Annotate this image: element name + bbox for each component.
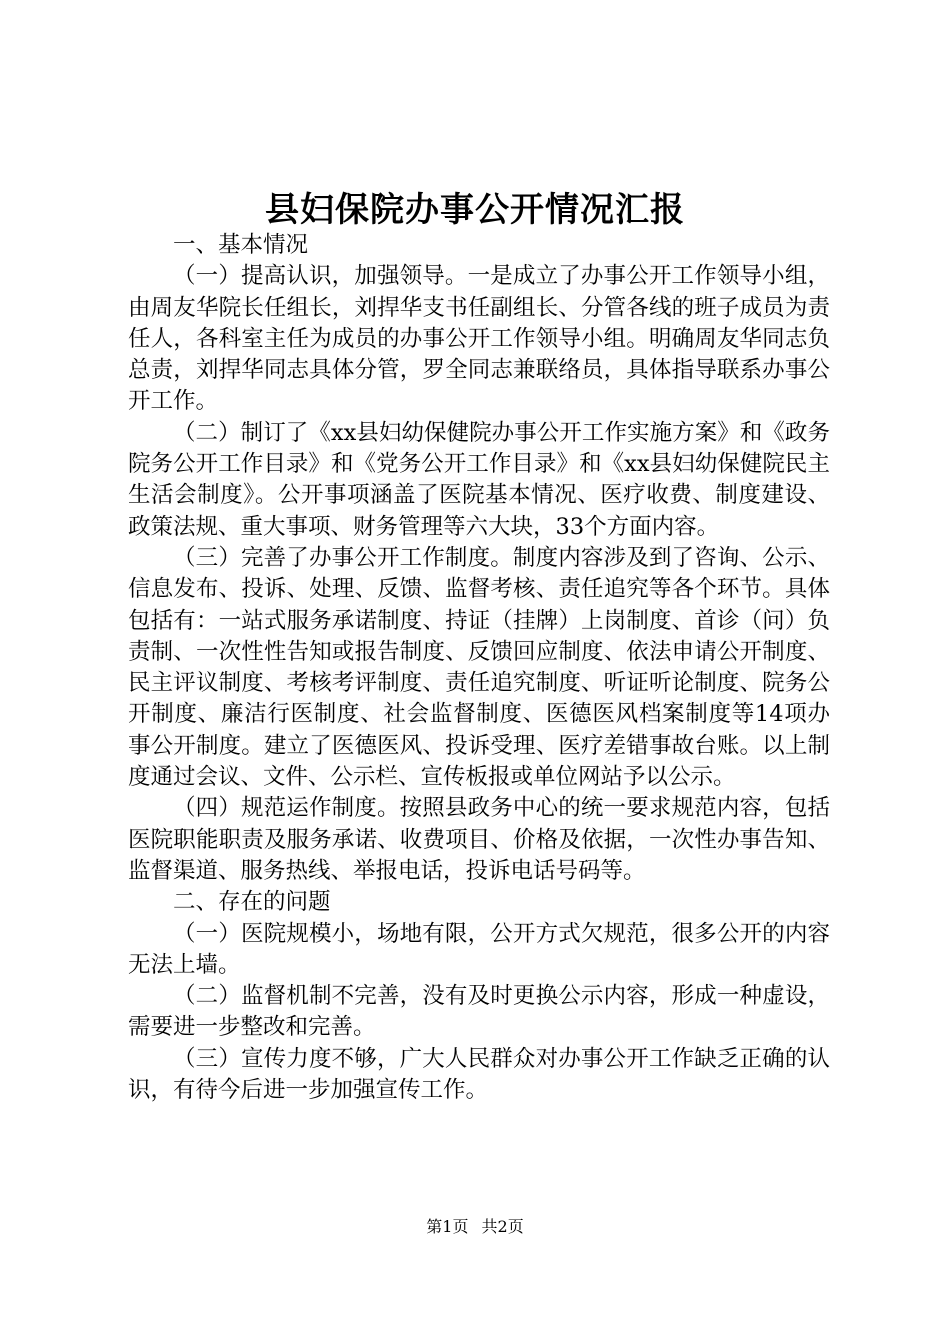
paragraph-problem-1: （一）医院规模小，场地有限，公开方式欠规范，很多公开的内容无法上墙。 (128, 920, 830, 978)
page-total: 共2页 (481, 1217, 524, 1236)
section-heading-basic: 一、基本情况 (173, 232, 309, 258)
paragraph-problem-3: （三）宣传力度不够，广大人民群众对办事公开工作缺乏正确的认识，有待今后进一步加强宣传工作。 (128, 1045, 830, 1104)
document-body (128, 230, 830, 1106)
page-number: 第1页 (426, 1217, 469, 1236)
page-footer (0, 1214, 950, 1237)
paragraph-operation: （四）规范运作制度。按照县政务中心的统一要求规范内容，包括医院职能职责及服务承诺、收费项目、价格及依据，一次性办事告知、监督渠道、服务热线、举报电话，投诉电话号码等。 (128, 795, 830, 884)
section-heading-problems: 二、存在的问题 (173, 889, 331, 916)
paragraph-plans: （二）制订了《xx县妇幼保健院办事公开工作实施方案》和《政务院务公开工作目录》和《党务公开工作目录》和《xx县妇幼保健院民主生活会制度》。公开事项涵盖了医院基本情况、医疗收费、制度建设、政策法规、重大事项、财务管理等六大块，33个方面内容。 (128, 419, 830, 540)
paragraph-leadership: （一）提高认识，加强领导。一是成立了办事公开工作领导小组，由周友华院长任组长，刘捍华支书任副组长、分管各线的班子成员为责任人，各科室主任为成员的办事公开工作领导小组。明确周友华同志负总责，刘捍华同志具体分管，罗全同志兼联络员，具体指导联系办事公开工作。 (128, 263, 830, 415)
paragraph-problem-2: （二）监督机制不完善，没有及时更换公示内容，形成一种虚设，需要进一步整改和完善。 (128, 983, 830, 1041)
document-title: 县妇保院办事公开情况汇报 (265, 190, 685, 230)
paragraph-systems: （三）完善了办事公开工作制度。制度内容涉及到了咨询、公示、信息发布、投诉、处理、反馈、监督考核、责任追究等各个环节。具体包括有：一站式服务承诺制度、持证（挂牌）上岗制度、首诊（问）负责制、一次性性告知或报告制度、反馈回应制度、依法申请公开制度、民主评议制度、考核考评制度、责任追究制度、听证听论制度、院务公开制度、廉洁行医制度、社会监督制度、医德医风档案制度等14项办事公开制度。建立了医德医风、投诉受理、医疗差错事故台账。以上制度通过会议、文件、公示栏、宣传板报或单位网站予以公示。 (128, 544, 830, 791)
